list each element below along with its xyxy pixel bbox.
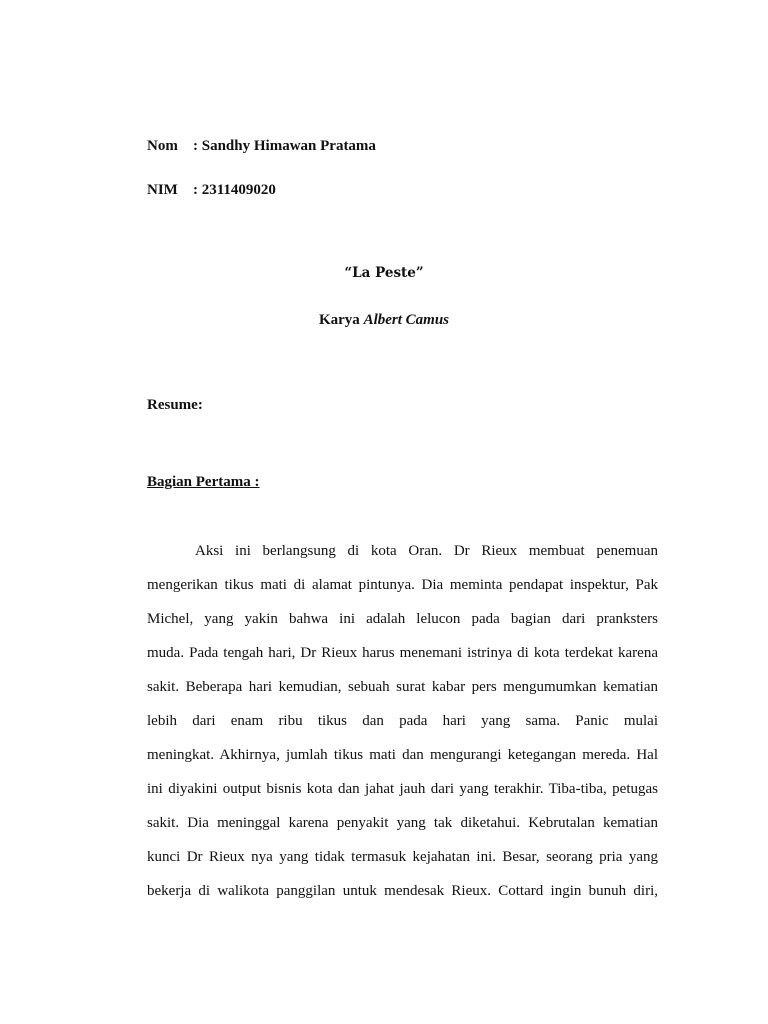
paragraph-line: Aksi ini berlangsung di kota Oran. Dr Rieux membuat penemuan <box>195 543 658 559</box>
paragraph-line: sakit. Beberapa hari kemudian, sebuah surat kabar pers mengumumkan kematian <box>147 679 658 695</box>
resume-heading: Resume: <box>147 397 203 413</box>
karya-prefix: Karya <box>318 312 360 328</box>
paragraph-line: ini diyakini output bisnis kota dan jahat jauh dari yang terakhir. Tiba-tiba, petugas <box>147 781 658 797</box>
nom-value: : Sandhy Himawan Pratama <box>193 138 376 154</box>
nom-row <box>147 138 376 155</box>
paragraph-line: bekerja di walikota panggilan untuk mendesak Rieux. Cottard ingin bunuh diri, <box>147 883 658 899</box>
paragraph-line: muda. Pada tengah hari, Dr Rieux harus menemani istrinya di kota terdekat karena <box>147 645 658 661</box>
nom-label: Nom <box>147 138 178 154</box>
section-heading: Bagian Pertama : <box>147 474 260 490</box>
paragraph-line: mengerikan tikus mati di alamat pintunya. Dia meminta pendapat inspektur, Pak <box>147 577 658 593</box>
nim-row <box>147 182 276 199</box>
document-title: “La Peste” <box>344 265 424 281</box>
nim-value: : 2311409020 <box>193 182 276 198</box>
paragraph-line: kunci Dr Rieux nya yang tidak termasuk kejahatan ini. Besar, seorang pria yang <box>147 849 658 865</box>
paragraph-line: meningkat. Akhirnya, jumlah tikus mati dan mengurangi ketegangan mereda. Hal <box>147 747 658 763</box>
paragraph-line: lebih dari enam ribu tikus dan pada hari yang sama. Panic mulai <box>147 713 658 729</box>
author-line <box>0 312 768 329</box>
nim-label: NIM <box>147 182 178 198</box>
author-name: Albert Camus <box>363 312 449 328</box>
paragraph-line: sakit. Dia meninggal karena penyakit yang tak diketahui. Kebrutalan kematian <box>147 815 658 831</box>
body-paragraph <box>147 541 658 915</box>
paragraph-line: Michel, yang yakin bahwa ini adalah lelucon pada bagian dari pranksters <box>147 611 658 627</box>
